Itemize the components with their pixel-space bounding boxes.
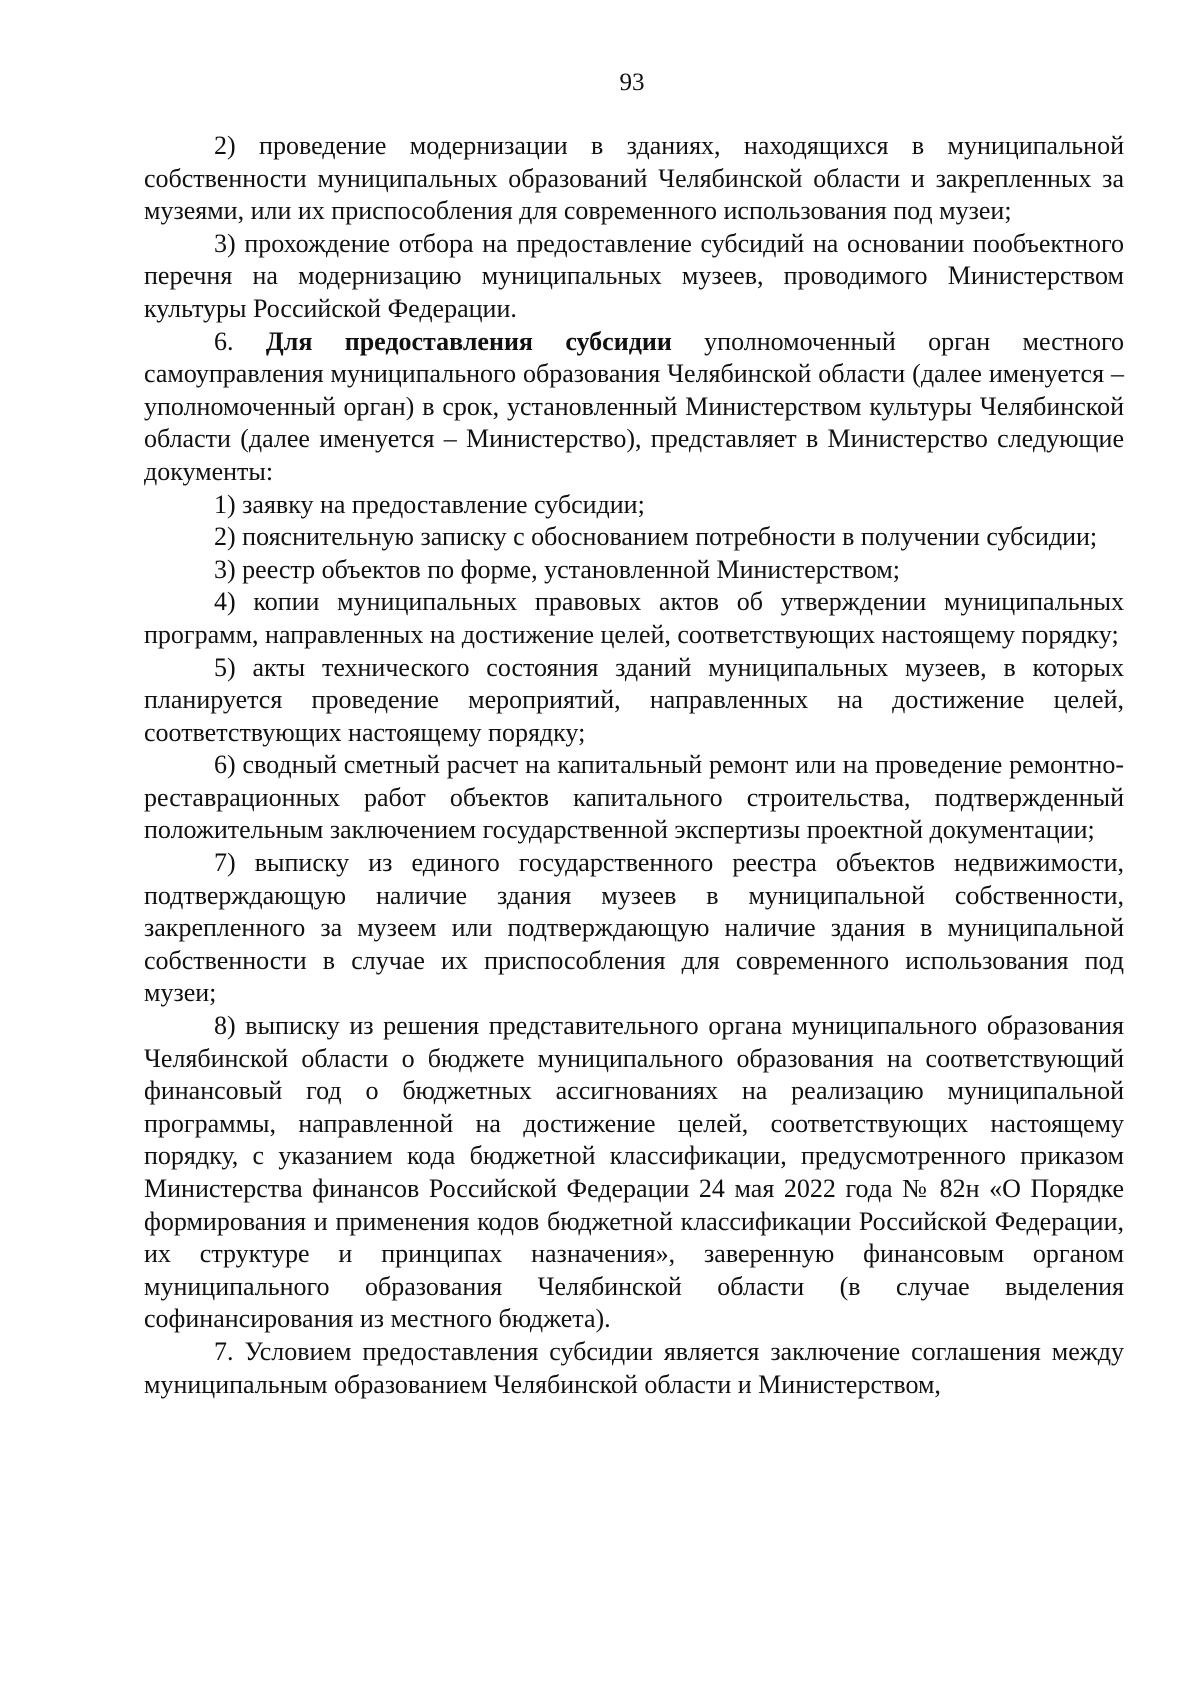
- clause-6-number: 6.: [214, 326, 266, 356]
- paragraph-doc-6-estimate: 6) сводный сметный расчет на капитальный ремонт или на проведение ремонтно-реставрационных работ объектов капитального строительства, подтвержденный положительным заключением государственной экспертизы проектной документации;: [144, 750, 1124, 845]
- paragraph-clause-7: 7. Условием предоставления субсидии является заключение соглашения между муниципальным образованием Челябинской области и Министерством,: [144, 1336, 1124, 1399]
- paragraph-doc-7-registry-extract: 7) выписку из единого государственного реестра объектов недвижимости, подтверждающую наличие здания музеев в муниципальной собственности, закрепленного за музеем или подтверждающую наличие здания в муниципальной собственности в случае их приспособления для современного использования под музеи;: [144, 848, 1124, 1008]
- paragraph-doc-3-registry: 3) реестр объектов по форме, установленной Министерством;: [214, 554, 900, 584]
- paragraph-doc-1-application: 1) заявку на предоставление субсидии;: [214, 489, 645, 519]
- paragraph-doc-4-legal-acts: 4) копии муниципальных правовых актов об утверждении муниципальных программ, направленных на достижение целей, соответствующих настоящему порядку;: [144, 587, 1124, 649]
- paragraph-item-2-modernization: 2) проведение модернизации в зданиях, находящихся в муниципальной собственности муниципальных образований Челябинской области и закрепленных за музеями, или их приспособления для современного использования под музеи;: [144, 131, 1124, 226]
- paragraph-item-3-selection: 3) прохождение отбора на предоставление субсидий на основании пообъектного перечня на модернизацию муниципальных музеев, проводимого Министерством культуры Российской Федерации.: [144, 228, 1124, 323]
- clause-6-text: уполномоченный орган местного самоуправления муниципального образования Челябинской области (далее именуется – уполномоченный орган) в срок, установленный Министерством культуры Челябинской области (далее именуется – Министерство), представляет в Министерство следующие документы:: [144, 326, 1124, 486]
- paragraph-doc-8-budget-extract: 8) выписку из решения представительного органа муниципального образования Челябинской области о бюджете муниципального образования на соответствующий финансовый год о бюджетных ассигнованиях на реализацию муниципальной программы, направленной на достижение целей, соответствующих настоящему порядку, с указанием кода бюджетной классификации, предусмотренного приказом Министерства финансов Российской Федерации 24 мая 2022 года № 82н «О Порядке формирования и применения кодов бюджетной классификации Российской Федерации, их структуре и принципах назначения», заверенную финансовым органом муниципального образования Челябинской области (в случае выделения софинансирования из местного бюджета).: [144, 1011, 1124, 1334]
- clause-6-bold-phrase: Для предоставления субсидии: [265, 326, 672, 356]
- paragraph-doc-5-condition-acts: 5) акты технического состояния зданий муниципальных музеев, в которых планируется проведение мероприятий, направленных на достижение целей, соответствующих настоящему порядку;: [144, 652, 1124, 747]
- page-number: 93: [619, 69, 645, 96]
- paragraph-clause-6: [144, 326, 1124, 489]
- document-body: [144, 130, 1124, 1401]
- paragraph-doc-2-explanatory-note: 2) пояснительную записку с обоснованием потребности в получении субсидии;: [214, 522, 1098, 552]
